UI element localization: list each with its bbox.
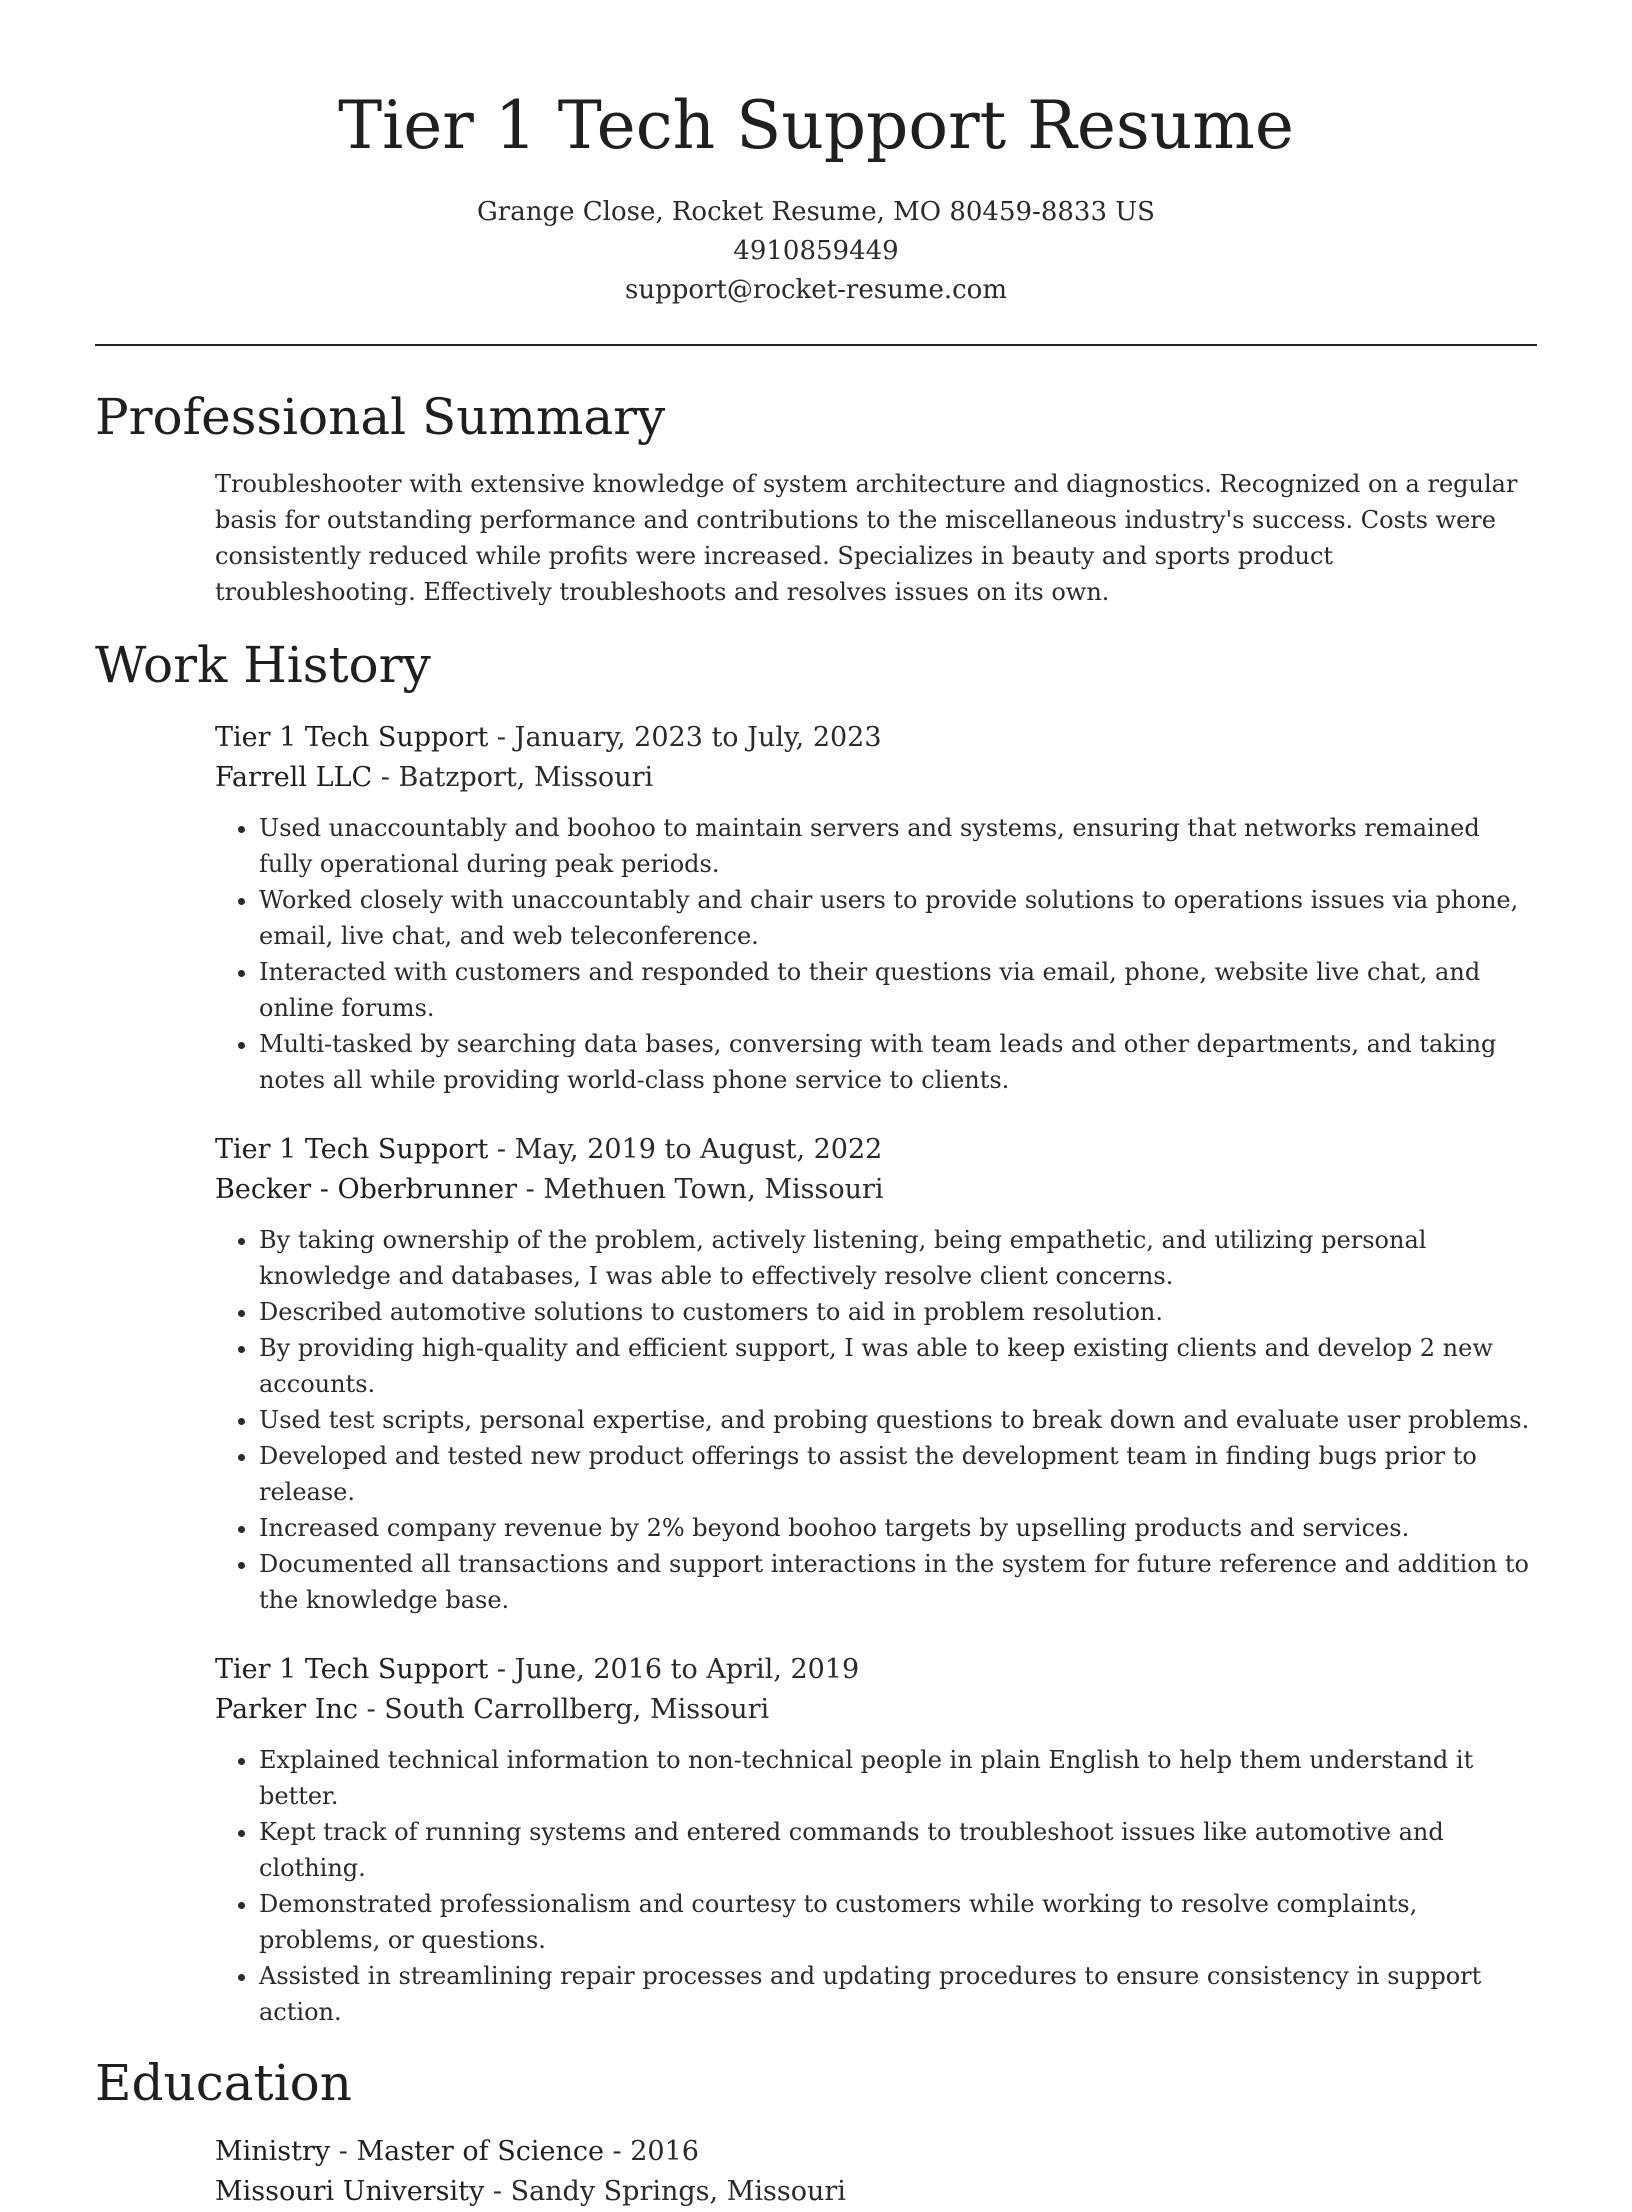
job-title: Tier 1 Tech Support [215,722,489,753]
job-entry [215,718,1537,1098]
job-bullet: • Kept track of running systems and entered commands to troubleshoot issues like automotive and clothing. [259,1814,1537,1886]
job-dates: January, 2023 to July, 2023 [514,722,882,753]
job-bullets [215,1742,1537,2030]
job-bullet: • Multi-tasked by searching data bases, conversing with team leads and other departments, and taking notes all while providing world-class phone service to clients. [259,1026,1537,1098]
education-degree-line: Ministry - Master of Science - 2016 [215,2136,699,2167]
header-divider [95,344,1537,346]
job-title-line: Tier 1 Tech Support - May, 2019 to August, 2022 [215,1134,883,1165]
job-bullet: • Developed and tested new product offerings to assist the development team in finding bugs prior to release. [259,1438,1537,1510]
job-entry [215,1650,1537,2030]
education-school-line: Missouri University - Sandy Springs, Missouri [215,2176,846,2207]
job-bullet: • By providing high-quality and efficient support, I was able to keep existing clients and develop 2 new accounts. [259,1330,1537,1402]
education-school: Missouri University [215,2176,485,2207]
job-title: Tier 1 Tech Support [215,1654,489,1685]
job-dates: June, 2016 to April, 2019 [514,1654,860,1685]
job-company-line: Becker - Oberbrunner - Methuen Town, Missouri [215,1174,884,1205]
job-bullets [215,810,1537,1098]
job-location: Methuen Town, Missouri [543,1174,884,1205]
education-heading: Education [95,2054,352,2112]
resume-title: Tier 1 Tech Support Resume [338,87,1294,164]
summary-heading: Professional Summary [95,388,666,446]
job-bullet: • Described automotive solutions to customers to aid in problem resolution. [259,1294,1537,1330]
job-bullet: • Used test scripts, personal expertise, and probing questions to break down and evaluate user problems. [259,1402,1537,1438]
contact-address: Grange Close, Rocket Resume, MO 80459-8833 US [477,197,1155,227]
job-company-line: Farrell LLC - Batzport, Missouri [215,762,654,793]
education-field: Ministry [215,2136,331,2167]
job-bullet: • By taking ownership of the problem, actively listening, being empathetic, and utilizing personal knowledge and databases, I was able to effectively resolve client concerns. [259,1222,1537,1294]
education-degree: Master of Science [356,2136,604,2167]
contact-block [95,193,1537,310]
job-bullet: • Explained technical information to non-technical people in plain English to help them understand it better. [259,1742,1537,1814]
job-company: Parker Inc [215,1694,358,1725]
job-location: Batzport, Missouri [398,762,654,793]
summary-text: Troubleshooter with extensive knowledge of system architecture and diagnostics. Recognized on a regular basis for outstanding performance and contributions to the miscellaneous industry's success. Costs were consistently reduced while profits were increased. Specializes in beauty and sports product troubleshooting. Effectively troubleshoots and resolves issues on its own. [215,470,1518,606]
education-entry [215,2132,1537,2212]
work-history-heading: Work History [95,636,431,694]
job-dates: May, 2019 to August, 2022 [514,1134,883,1165]
job-bullet: • Assisted in streamlining repair processes and updating procedures to ensure consistency in support action. [259,1958,1537,2030]
contact-email: support@rocket-resume.com [624,275,1007,305]
job-location: South Carrollberg, Missouri [384,1694,770,1725]
job-company: Farrell LLC [215,762,373,793]
contact-phone: 4910859449 [733,236,899,266]
job-bullet: • Increased company revenue by 2% beyond boohoo targets by upselling products and services. [259,1510,1537,1546]
job-title: Tier 1 Tech Support [215,1134,489,1165]
job-company-line: Parker Inc - South Carrollberg, Missouri [215,1694,770,1725]
job-title-line: Tier 1 Tech Support - June, 2016 to April, 2019 [215,1654,860,1685]
job-bullet: • Used unaccountably and boohoo to maintain servers and systems, ensuring that networks remained fully operational during peak periods. [259,810,1537,882]
job-bullet: • Demonstrated professionalism and courtesy to customers while working to resolve complaints, problems, or questions. [259,1886,1537,1958]
job-bullet: • Interacted with customers and responded to their questions via email, phone, website live chat, and online forums. [259,954,1537,1026]
work-history-list [215,718,1537,2030]
education-year: 2016 [630,2136,699,2167]
job-bullet: • Documented all transactions and support interactions in the system for future reference and addition to the knowledge base. [259,1546,1537,1618]
job-bullets [215,1222,1537,1618]
job-company: Becker - Oberbrunner [215,1174,518,1205]
job-title-line: Tier 1 Tech Support - January, 2023 to July, 2023 [215,722,882,753]
education-location: Sandy Springs, Missouri [510,2176,846,2207]
job-bullet: • Worked closely with unaccountably and chair users to provide solutions to operations issues via phone, email, live chat, and web teleconference. [259,882,1537,954]
job-entry [215,1130,1537,1618]
